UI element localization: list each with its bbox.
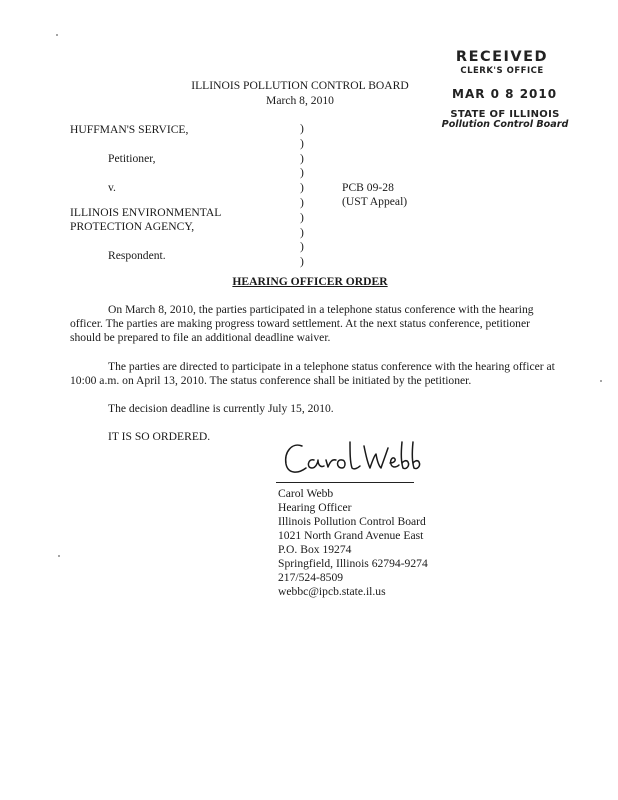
board-heading: ILLINOIS POLLUTION CONTROL BOARD <box>191 79 409 92</box>
caption-bracket: ) <box>300 255 304 269</box>
caption-bracket: ) <box>300 151 304 165</box>
order-title: HEARING OFFICER ORDER <box>232 275 388 288</box>
caption-bracket: ) <box>300 195 304 209</box>
caption-bracket: ) <box>300 136 304 150</box>
order-paragraph-3: The decision deadline is currently July 15, 2010. <box>108 402 334 415</box>
petitioner-role: Petitioner, <box>108 152 156 165</box>
versus-label: v. <box>108 181 116 194</box>
caption-bracket: ) <box>300 225 304 239</box>
signer-street: 1021 North Grand Avenue East <box>278 529 424 542</box>
received-stamp-board: Pollution Control Board <box>441 119 569 130</box>
caption-bracket: ) <box>300 122 304 135</box>
signer-agency: Illinois Pollution Control Board <box>278 515 426 528</box>
order-paragraph-1: On March 8, 2010, the parties participated in a telephone status conference with the hearing officer. The parties are making progress toward settlement. At the next status conference, petitioner should be prepared to file an additional deadline waiver. <box>70 303 534 344</box>
caption-bracket: ) <box>300 210 304 224</box>
signature-line <box>276 482 414 483</box>
received-stamp-date: MAR 0 8 2010 <box>452 87 558 101</box>
caption-bracket: ) <box>300 240 304 254</box>
case-type: (UST Appeal) <box>342 195 408 208</box>
caption-bracket: ) <box>300 181 304 195</box>
signer-po-box: P.O. Box 19274 <box>278 543 352 556</box>
signer-phone: 217/524-8509 <box>278 571 344 584</box>
scan-speck <box>56 34 58 36</box>
handwritten-signature <box>280 436 430 482</box>
scan-speck <box>600 380 602 382</box>
received-stamp-state: STATE OF ILLINOIS <box>450 109 560 120</box>
case-number: PCB 09-28 <box>342 181 394 194</box>
scan-speck <box>58 555 60 557</box>
order-closing: IT IS SO ORDERED. <box>108 430 211 443</box>
received-stamp-title: RECEIVED <box>455 49 549 65</box>
signer-email: webbc@ipcb.state.il.us <box>278 585 386 598</box>
petitioner-name: HUFFMAN'S SERVICE, <box>70 123 189 136</box>
signer-title: Hearing Officer <box>278 501 352 514</box>
order-date: March 8, 2010 <box>266 94 334 107</box>
respondent-role: Respondent. <box>108 249 166 262</box>
caption-bracket: ) <box>300 166 304 180</box>
signer-name: Carol Webb <box>278 487 334 500</box>
respondent-name-line2: PROTECTION AGENCY, <box>70 220 195 233</box>
respondent-name-line1: ILLINOIS ENVIRONMENTAL <box>70 206 222 219</box>
order-paragraph-2: The parties are directed to participate in a telephone status conference with the hearing officer at 10:00 a.m. on April 13, 2010. The status conference shall be initiated by the petitioner. <box>70 360 555 387</box>
signer-city: Springfield, Illinois 62794-9274 <box>278 557 428 570</box>
received-stamp-office: CLERK'S OFFICE <box>460 66 544 76</box>
caption-brackets <box>300 122 310 270</box>
